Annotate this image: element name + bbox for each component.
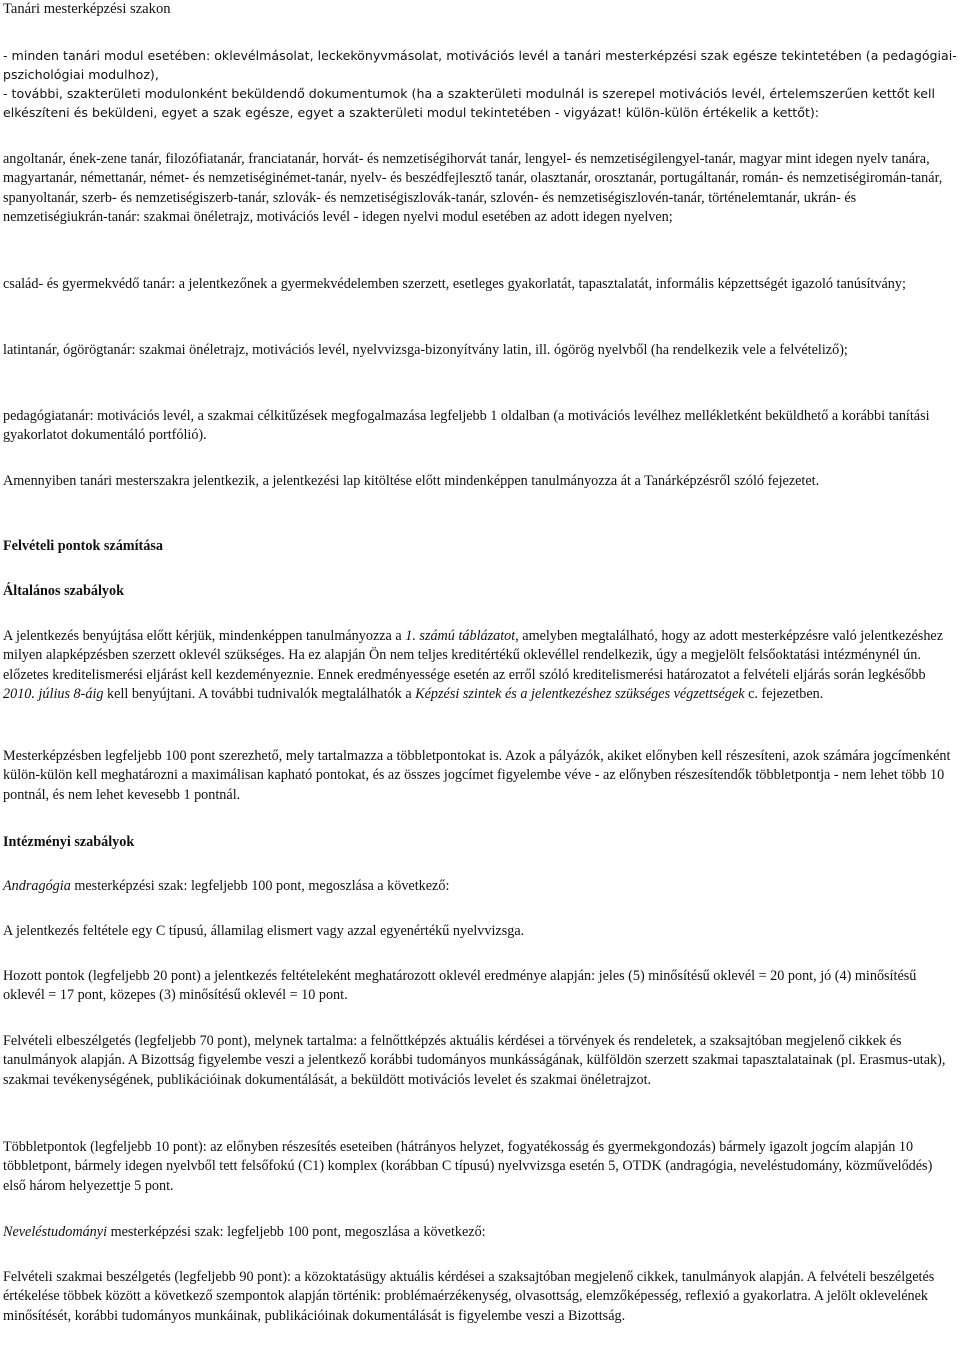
paragraph-andragogia: Andragógia mesterképzési szak: legfeljebb 100 pont, megoszlása a következő: — [3, 878, 450, 894]
heading-intezmenyi-szabalyok: Intézményi szabályok — [3, 834, 135, 850]
link-table-1: 1. számú táblázatot — [405, 628, 516, 644]
page-title: Tanári mesterképzési szakon — [3, 1, 171, 17]
paragraph-amennyiben: Amennyiben tanári mesterszakra jelentkezik, a jelentkezési lap kitöltése előtt mindenképpen tanulmányozza át a Tanárképzésről szóló fejezetet. — [3, 473, 820, 489]
paragraph-hozott-pontok: Hozott pontok (legfeljebb 20 pont) a jelentkezés feltételeként meghatározott oklevél eredménye alapján: jeles (5) minősítésű oklevél = 20 pont, jó (4) minősítésű oklevél = 17 pont, közepes (3) minősítésű oklevél = 10 pont. — [3, 968, 917, 1004]
paragraph-elbeszelgetes: Felvételi elbeszélgetés (legfeljebb 70 pont), melynek tartalma: a felnőttképzés aktuális kérdései a törvények és rendeletek, a szaksajtóban megjelenő cikkek és tanulmányok alapján. A Bizottság figyelembe veszi a jelentkező korábbi tudományos munkásságának, külföldön szerzett szakmai tapasztalatainak (pl. Erasmus-utak), szakmai tevékenységének, publikációinak dokumentálását, a beküldött motivációs levelet és szakmai önéletrajzot. — [3, 1033, 946, 1088]
paragraph-jelentkezes: A jelentkezés benyújtása előtt kérjük, mindenképpen tanulmányozza a 1. számú táblázatot, amelyben megtalálható, hogy az adott mesterképzésre való jelentkezéshez milyen alapképzésben szerzett oklevél szükséges. Ha ez alapján Ön nem teljes kreditértékű oklevéllel rendelkezik, úgy a megjelölt felsőoktatási intézménynél ún. előzetes kreditelismerési eljárást kell kezdeményeznie. Ennek eredményessége esetén az erről szóló kreditelismerési határozatot a felvételi eljárás során legkésőbb 2010. július 8-áig kell benyújtani. A további tudnivalók megtalálhatók a Képzési szintek és a jelentkezéshez szükséges végzettségek c. fejezetben. — [3, 628, 944, 702]
paragraph-tobbletpontok: Többletpontok (legfeljebb 10 pont): az előnyben részesítés eseteiben (hátrányos helyzet, fogyatékosság és gyermekgondozás) bármely igazolt jogcím alapján 10 többletpont, bármely idegen nyelvből tett felsőfokú (C1) komplex (korábban C típusú) nyelvvizsga esetén 5, OTDK (andragógia, neveléstudomány, közművelődés) első három helyezettje 5 pont. — [3, 1139, 933, 1194]
paragraph-family: család- és gyermekvédő tanár: a jelentkezőnek a gyermekvédelemben szerzett, esetleges gyakorlatát, tapasztalatát, informális képzettségét igazoló tanúsítvány; — [3, 276, 906, 292]
chapter-reference: Képzési szintek és a jelentkezéshez szükséges végzettségek — [415, 685, 745, 702]
paragraph-pedagogy: pedagógiatanár: motivációs levél, a szakmai célkitűzések megfogalmazása legfeljebb 1 oldalban (a motivációs levélhez mellékletként beküldhető a korábbi tanítási gyakorlatot dokumentáló portfólió). — [3, 408, 930, 444]
paragraph-c-feltetel: A jelentkezés feltétele egy C típusú, államilag elismert vagy azzal egyenértékű nyelvvizsga. — [3, 923, 525, 939]
deadline-date: 2010. július 8-áig — [3, 685, 104, 702]
paragraph-mesterkepzes: Mesterképzésben legfeljebb 100 pont szerezhető, mely tartalmazza a többletpontokat is. Azok a pályázók, akiket előnyben kell részesíteni, azok számára jogcímenként külön-külön kell meghatározni a maximálisan kapható pontokat, és az összes jogcímet figyelembe véve - az előnyben részesítendők többletpontja - nem lehet több 10 pontnál, és nem lehet kevesebb 1 pontnál. — [3, 748, 951, 803]
intro-line-2: - további, szakterületi modulonként beküldendő dokumentumok (ha a szakterületi modulnál is szerepel motivációs levél, értelemszerűen kettőt kell elkészíteni és beküldeni, egyet a szak egésze, egyet a szakterületi modul tekintetében - vigyázat! külön-külön értékelik a kettőt): — [3, 86, 935, 120]
intro-line-1: - minden tanári modul esetében: oklevélmásolat, leckekönyvmásolat, motivációs levél a tanári mesterképzési szak egésze tekintetében (a pedagógiai-pszichológiai modulhoz), — [3, 48, 957, 82]
heading-altalanos-szabalyok: Általános szabályok — [3, 583, 125, 599]
paragraph-neveles: Neveléstudományi mesterképzési szak: legfeljebb 100 pont, megoszlása a következő: — [3, 1224, 486, 1240]
paragraph-latin: latintanár, ógörögtanár: szakmai önéletrajz, motivációs levél, nyelvvizsga-bizonyítvány latin, ill. ógörög nyelvből (ha rendelkezik vele a felvételiző); — [3, 342, 848, 358]
paragraph-szakmai-beszelgetes: Felvételi szakmai beszélgetés (legfeljebb 90 pont): a közoktatásügy aktuális kérdései a szaksajtóban megjelenő cikkek, tanulmányok alapján. A felvételi beszélgetés értékelése többek között a következő szempontok alapján történik: problémaérzékenység, olvasottság, elemzőképesség, reflexió a gyakorlatra. A jelölt oklevelének minősítését, korábbi tudományos munkáinak, publikációinak dokumentálását is figyelembe veszi a Bizottság. — [3, 1269, 935, 1324]
paragraph-languages: angoltanár, ének-zene tanár, filozófiatanár, franciatanár, horvát- és nemzetiségihorvát tanár, lengyel- és nemzetiségilengyel-tanár, magyar mint idegen nyelv tanára, magyartanár, némettanár, német- és nemzetiséginémet-tanár, nyelv- és beszédfejlesztő tanár, olasztanár, orosztanár, portugáltanár, román- és nemzetiségiromán-tanár, spanyoltanár, szerb- és nemzetiségiszerb-tanár, szlovák- és nemzetiségiszlovák-tanár, szlovén- és nemzetiségiszlovén-tanár, történelemtanár, ukrán- és nemzetiségiukrán-tanár: szakmai önéletrajz, motivációs levél - idegen nyelvi modul esetében az adott idegen nyelven; — [3, 151, 943, 225]
heading-felveteli-pontok: Felvételi pontok számítása — [3, 538, 163, 554]
